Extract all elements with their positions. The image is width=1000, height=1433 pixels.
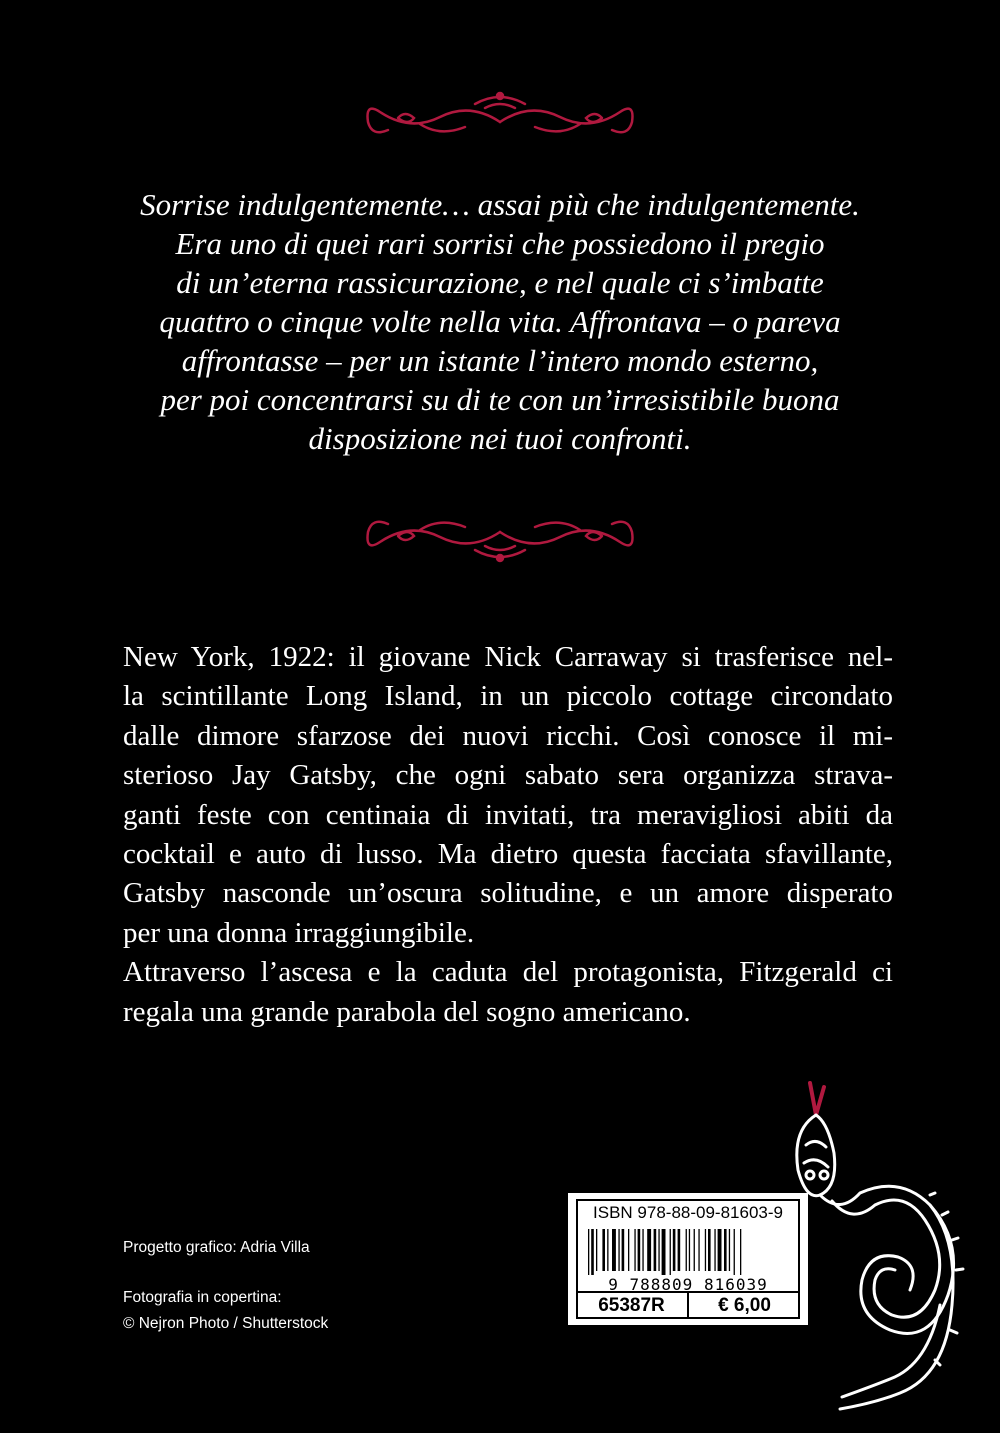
quote-line: Era uno di quei rari sorrisi che possiedono il pregio [175,226,825,261]
quote-line: di un’eterna rassicurazione, e nel quale ci s’imbatte [176,265,824,300]
barcode-bars [584,1229,798,1275]
synopsis-line: cocktail e auto di lusso. Ma dietro questa facciata sfavillante, [123,838,893,871]
quote-line: per poi concentrarsi su di te con un’irresistibile buona [160,382,840,417]
top-flourish-ornament [0,82,1000,162]
photo-credit-text: © Nejron Photo / Shutterstock [123,1315,329,1332]
synopsis-line: Attraverso l’ascesa e la caduta del protagonista, Fitzgerald ci [123,956,893,989]
synopsis-line: regala una grande parabola del sogno americano. [123,995,691,1028]
quote-line: Sorrise indulgentemente… assai più che indulgentemente. [140,187,860,222]
synopsis-line: sterioso Jay Gatsby, che ogni sabato sera organizza strava- [123,759,893,792]
synopsis-line: ganti feste con centinaia di invitati, tra meravigliosi abiti da [123,798,893,831]
design-credit [123,1235,310,1261]
quote-line: disposizione nei tuoi confronti. [308,421,692,456]
isbn-number: ISBN 978-88-09-81603-9 [593,1203,783,1222]
product-code: 65387R [598,1295,665,1316]
barcode-digits: 9 788809 816039 [608,1275,768,1294]
synopsis-line: per una donna irraggiungibile. [123,916,475,949]
photo-credit [123,1285,328,1337]
price: € 6,00 [687,1293,800,1319]
isbn-barcode-label [565,1190,811,1328]
synopsis-line: dalle dimore sfarzose dei nuovi ricchi. Così conosce il mi- [123,719,893,752]
bottom-flourish-ornament [0,492,1000,572]
quote-line: quattro o cinque volte nella vita. Affrontava – o pareva [159,304,841,339]
synopsis-line: Gatsby nasconde un’oscura solitudine, e un amore disperato [123,877,893,910]
synopsis-line: New York, 1922: il giovane Nick Carraway si trasferisce nel- [123,641,893,673]
quote-line: affrontasse – per un istante l’intero mondo esterno, [181,343,819,378]
photo-credit-label: Fotografia in copertina: [123,1289,282,1306]
book-synopsis [123,638,893,1032]
design-credit-text: Progetto grafico: Adria Villa [123,1239,310,1256]
snake-illustration [780,1075,980,1415]
epigraph-quote [100,185,900,458]
price-row [576,1291,800,1319]
synopsis-line: la scintillante Long Island, in un piccolo cottage circondato [123,680,893,713]
